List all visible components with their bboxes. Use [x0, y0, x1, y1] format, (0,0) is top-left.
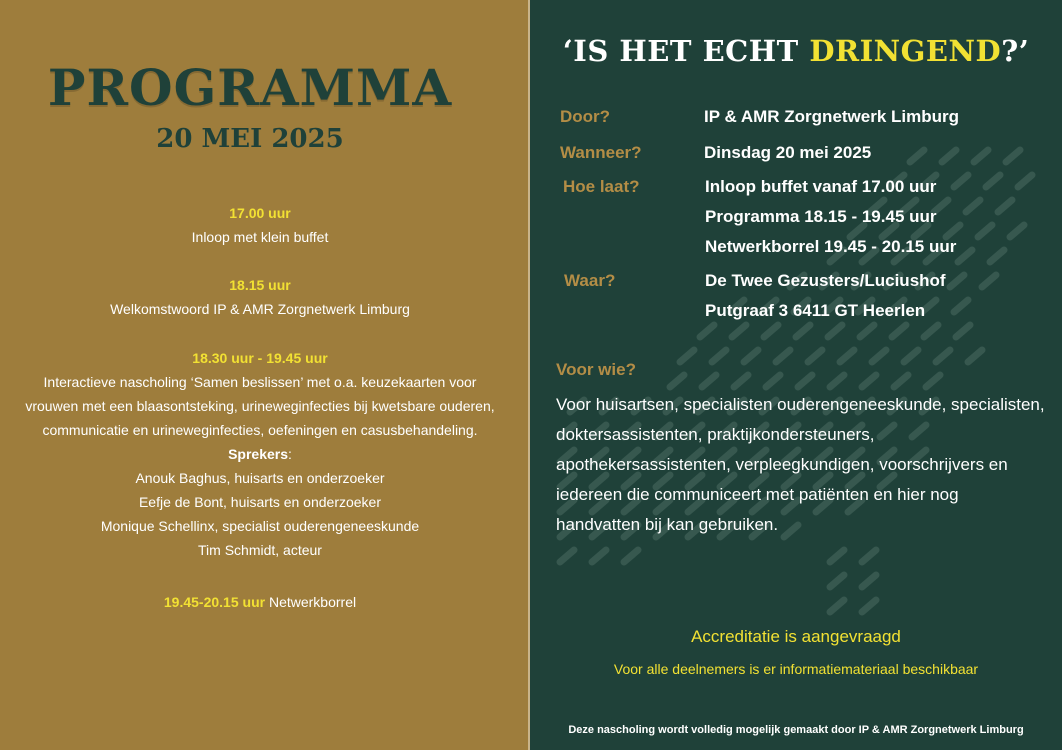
- voorwie-text: Voor huisartsen, specialisten ouderengeneeskunde, specialisten, doktersassistenten, praktijkondersteuners, apothekersassistenten, verpleegkundigen, voorschrijvers en iedereen die communiceert met patiënten en hier nog handvatten bij kan gebruiken.: [556, 395, 1045, 534]
- decorative-dash: [892, 325, 906, 337]
- footer-note: Deze nascholing wordt volledig mogelijk gemaakt door IP & AMR Zorgnetwerk Limburg: [568, 724, 1024, 736]
- decorative-dash: [894, 375, 908, 387]
- hoelaat-label: Hoe laat?: [563, 177, 640, 196]
- decorative-dash: [734, 375, 748, 387]
- decorative-dash: [990, 250, 1004, 262]
- program-text: Welkomstwoord IP & AMR Zorgnetwerk Limburg: [110, 301, 410, 317]
- decorative-dash: [862, 600, 876, 612]
- decorative-dash: [936, 350, 950, 362]
- decorative-dash: [830, 575, 844, 587]
- decorative-dash: [926, 375, 940, 387]
- program-text: vrouwen met een blaasontsteking, urineweginfecties bij kwetsbare ouderen,: [25, 398, 495, 414]
- info-note: Voor alle deelnemers is er informatiemateriaal beschikbaar: [613, 661, 979, 677]
- program-time: 18.30 uur - 19.45 uur: [192, 350, 328, 366]
- decorative-dash: [712, 350, 726, 362]
- decorative-dash: [744, 350, 758, 362]
- door-label: Door?: [560, 107, 611, 126]
- event-title-post: ?’: [1001, 34, 1030, 68]
- decorative-dash: [956, 325, 970, 337]
- program-line: [0, 590, 520, 614]
- decorative-dash: [732, 325, 746, 337]
- decorative-dash: [982, 275, 996, 287]
- decorative-dash: [942, 150, 956, 162]
- decorative-dash: [978, 225, 992, 237]
- program-panel: [0, 0, 528, 750]
- decorative-dash: [776, 350, 790, 362]
- decorative-dash: [624, 550, 638, 562]
- decorative-dash: [830, 375, 844, 387]
- decorative-dash: [986, 175, 1000, 187]
- program-text: Inloop met klein buffet: [191, 229, 329, 245]
- speaker: Anouk Baghus, huisarts en onderzoeker: [135, 470, 385, 486]
- program-time: 17.00 uur: [229, 205, 291, 221]
- decorative-dash: [968, 350, 982, 362]
- decorative-dash: [954, 300, 968, 312]
- decorative-dash: [946, 225, 960, 237]
- door-value: IP & AMR Zorgnetwerk Limburg: [704, 107, 960, 126]
- speaker: Monique Schellinx, specialist ouderengeneeskunde: [100, 518, 420, 534]
- decorative-dash: [1010, 225, 1024, 237]
- decorative-dash: [808, 350, 822, 362]
- speaker: Eefje de Bont, huisarts en onderzoeker: [138, 494, 382, 510]
- speaker: Tim Schmidt, acteur: [198, 542, 322, 558]
- program-time: 18.15 uur: [229, 277, 291, 293]
- decorative-dash: [910, 150, 924, 162]
- decorative-dash: [924, 325, 938, 337]
- wanneer-value: Dinsdag 20 mei 2025: [704, 143, 872, 162]
- decorative-dash: [904, 350, 918, 362]
- speakers-heading: Sprekers:: [228, 446, 292, 462]
- decorative-dash: [872, 350, 886, 362]
- program-item-4: [0, 590, 520, 614]
- accreditatie-note: Accreditatie is aangevraagd: [691, 627, 901, 646]
- decorative-dash: [958, 250, 972, 262]
- hoelaat-value: Programma 18.15 - 19.45 uur: [705, 207, 937, 226]
- decorative-dash: [830, 600, 844, 612]
- decorative-dash: [974, 150, 988, 162]
- waar-value: De Twee Gezusters/Luciushof: [705, 271, 946, 290]
- decorative-dash: [766, 375, 780, 387]
- decorative-dash: [1018, 175, 1032, 187]
- decorative-dash: [680, 350, 694, 362]
- program-item-3: [0, 346, 520, 562]
- speakers-label: Sprekers: [228, 446, 289, 462]
- event-title-highlight: DRINGEND: [809, 34, 1002, 68]
- decorative-dash: [828, 325, 842, 337]
- decorative-dash: [700, 325, 714, 337]
- decorative-dash: [1006, 150, 1020, 162]
- decorative-dash: [862, 375, 876, 387]
- hoelaat-value: Inloop buffet vanaf 17.00 uur: [705, 177, 937, 196]
- decorative-dash: [702, 375, 716, 387]
- program-text: Interactieve nascholing ‘Samen beslissen’ met o.a. keuzekaarten voor: [43, 374, 477, 390]
- info-panel: [530, 0, 1062, 750]
- decorative-dash: [998, 200, 1012, 212]
- event-title-pre: ‘IS HET ECHT: [562, 34, 810, 68]
- decorative-dash: [670, 375, 684, 387]
- decorative-dash: [830, 550, 844, 562]
- wanneer-label: Wanneer?: [560, 143, 642, 162]
- program-item-2: [0, 273, 520, 321]
- program-title: PROGRAMMA: [47, 58, 453, 117]
- program-date: 20 MEI 2025: [156, 124, 344, 154]
- decorative-dash: [950, 275, 964, 287]
- decorative-dash: [954, 175, 968, 187]
- program-time: 19.45-20.15 uur: [163, 594, 266, 610]
- decorative-dash: [860, 325, 874, 337]
- decorative-dash: [840, 350, 854, 362]
- program-text: communicatie en urineweginfecties, oefeningen en casusbehandeling.: [42, 422, 478, 438]
- decorative-dash: [796, 325, 810, 337]
- decorative-dash: [592, 550, 606, 562]
- voorwie-label: Voor wie?: [556, 360, 636, 379]
- event-title: [530, 34, 1062, 68]
- program-text: Netwerkborrel: [265, 594, 357, 610]
- program-item-1: [0, 201, 520, 249]
- decorative-dash: [862, 550, 876, 562]
- waar-value: Putgraaf 3 6411 GT Heerlen: [705, 301, 926, 320]
- decorative-dash: [560, 550, 574, 562]
- hoelaat-value: Netwerkborrel 19.45 - 20.15 uur: [705, 237, 957, 256]
- waar-label: Waar?: [564, 271, 616, 290]
- decorative-dash: [966, 200, 980, 212]
- decorative-dash: [798, 375, 812, 387]
- decorative-dash: [764, 325, 778, 337]
- decorative-dash: [862, 575, 876, 587]
